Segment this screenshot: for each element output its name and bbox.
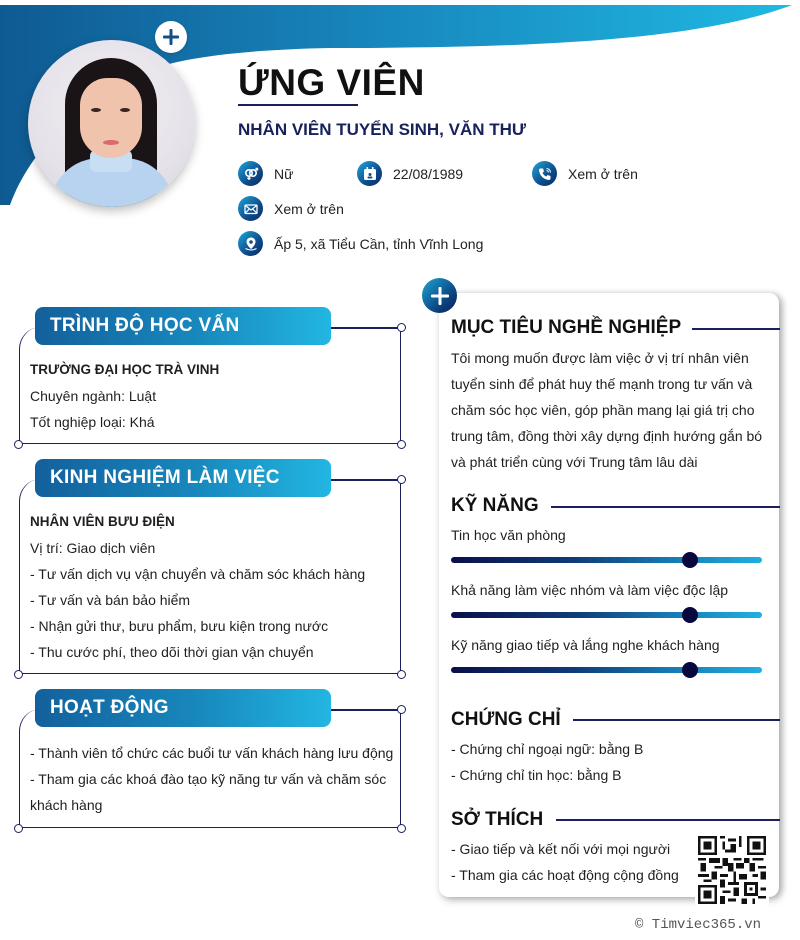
avatar[interactable] (28, 40, 195, 207)
activity-item: - Thành viên tổ chức các buổi tư vấn khách hàng lưu động (30, 745, 394, 761)
calendar-icon (357, 161, 382, 186)
certificates-title: CHỨNG CHỈ (451, 709, 561, 730)
skill-knob (682, 662, 698, 678)
skill-knob (682, 552, 698, 568)
hobby-item: - Tham gia các hoạt động cộng đồng (451, 867, 679, 883)
gender-value: Nữ (274, 165, 294, 182)
activity-item: khách hàng (30, 797, 103, 813)
school-name: TRƯỜNG ĐẠI HỌC TRÀ VINH (30, 362, 220, 377)
hobby-item: - Giao tiếp và kết nối với mọi người (451, 841, 671, 857)
certificate-item: - Chứng chỉ tin học: bằng B (451, 767, 622, 783)
certificate-item: - Chứng chỉ ngoại ngữ: bằng B (451, 741, 644, 757)
major: Chuyên ngành: Luật (30, 388, 157, 404)
phone-value: Xem ở trên (568, 165, 638, 182)
info-birthday (357, 161, 463, 186)
info-email (238, 196, 344, 221)
experience-item: - Nhận gửi thư, bưu phẩm, bưu kiện trong nước (30, 618, 329, 634)
skill-bar (451, 612, 762, 618)
skills-title: KỸ NĂNG (451, 495, 539, 516)
experience-item: - Thu cước phí, theo dõi thời gian vận chuyển (30, 644, 314, 660)
qr-code (695, 833, 769, 907)
education-section (19, 307, 401, 444)
info-phone (532, 161, 638, 186)
job-title: NHÂN VIÊN TUYỂN SINH, VĂN THƯ (238, 120, 527, 139)
right-column-card (439, 293, 779, 897)
skill-bar (451, 557, 762, 563)
company-name: NHÂN VIÊN BƯU ĐIỆN (30, 514, 175, 529)
experience-title: KINH NGHIỆM LÀM VIỆC (35, 459, 331, 497)
skill-bar (451, 667, 762, 673)
activities-title: HOẠT ĐỘNG (35, 689, 331, 727)
position: Vị trí: Giao dịch viên (30, 540, 156, 556)
skill-label: Khả năng làm việc nhóm và làm việc độc lập (451, 582, 729, 598)
name-underline (238, 104, 358, 106)
activities-section (19, 689, 401, 828)
candidate-name: ỨNG VIÊN (238, 62, 425, 103)
copyright-footer: © Timviec365.vn (635, 917, 762, 933)
experience-item: - Tư vấn và bán bảo hiểm (30, 592, 191, 608)
experience-item: - Tư vấn dịch vụ vận chuyển và chăm sóc khách hàng (30, 566, 366, 582)
experience-section (19, 459, 401, 674)
email-icon (238, 196, 263, 221)
birthday-value: 22/08/1989 (393, 165, 464, 182)
skill-label: Tin học văn phòng (451, 527, 566, 543)
gender-icon (238, 161, 263, 186)
info-address (238, 231, 483, 256)
skill-label: Kỹ năng giao tiếp và lắng nghe khách hàng (451, 637, 720, 653)
skill-knob (682, 607, 698, 623)
plus-icon (161, 27, 181, 47)
objective-text: Tôi mong muốn được làm việc ở vị trí nhân viên tuyển sinh để phát huy thế mạnh trong tư vấn và chăm sóc học viên, góp phần mang lại giá trị cho trung tâm, đồng thời xây dựng định hướng gắn bó và phát triển cùng với Trung tâm lâu dài (451, 350, 763, 470)
activity-item: - Tham gia các khoá đào tạo kỹ năng tư vấn và chăm sóc (30, 771, 387, 787)
add-photo-button[interactable] (155, 21, 187, 53)
graduation-grade: Tốt nghiệp loại: Khá (30, 414, 155, 430)
add-section-button[interactable] (422, 278, 457, 313)
hobbies-title: SỞ THÍCH (451, 809, 544, 830)
info-gender (238, 161, 293, 186)
location-icon (238, 231, 263, 256)
education-title: TRÌNH ĐỘ HỌC VẤN (35, 307, 331, 345)
address-value: Ấp 5, xã Tiểu Cần, tỉnh Vĩnh Long (274, 235, 484, 252)
plus-icon (429, 285, 451, 307)
email-value: Xem ở trên (274, 200, 344, 217)
objective-title: MỤC TIÊU NGHỀ NGHIỆP (451, 317, 682, 338)
phone-icon (532, 161, 557, 186)
